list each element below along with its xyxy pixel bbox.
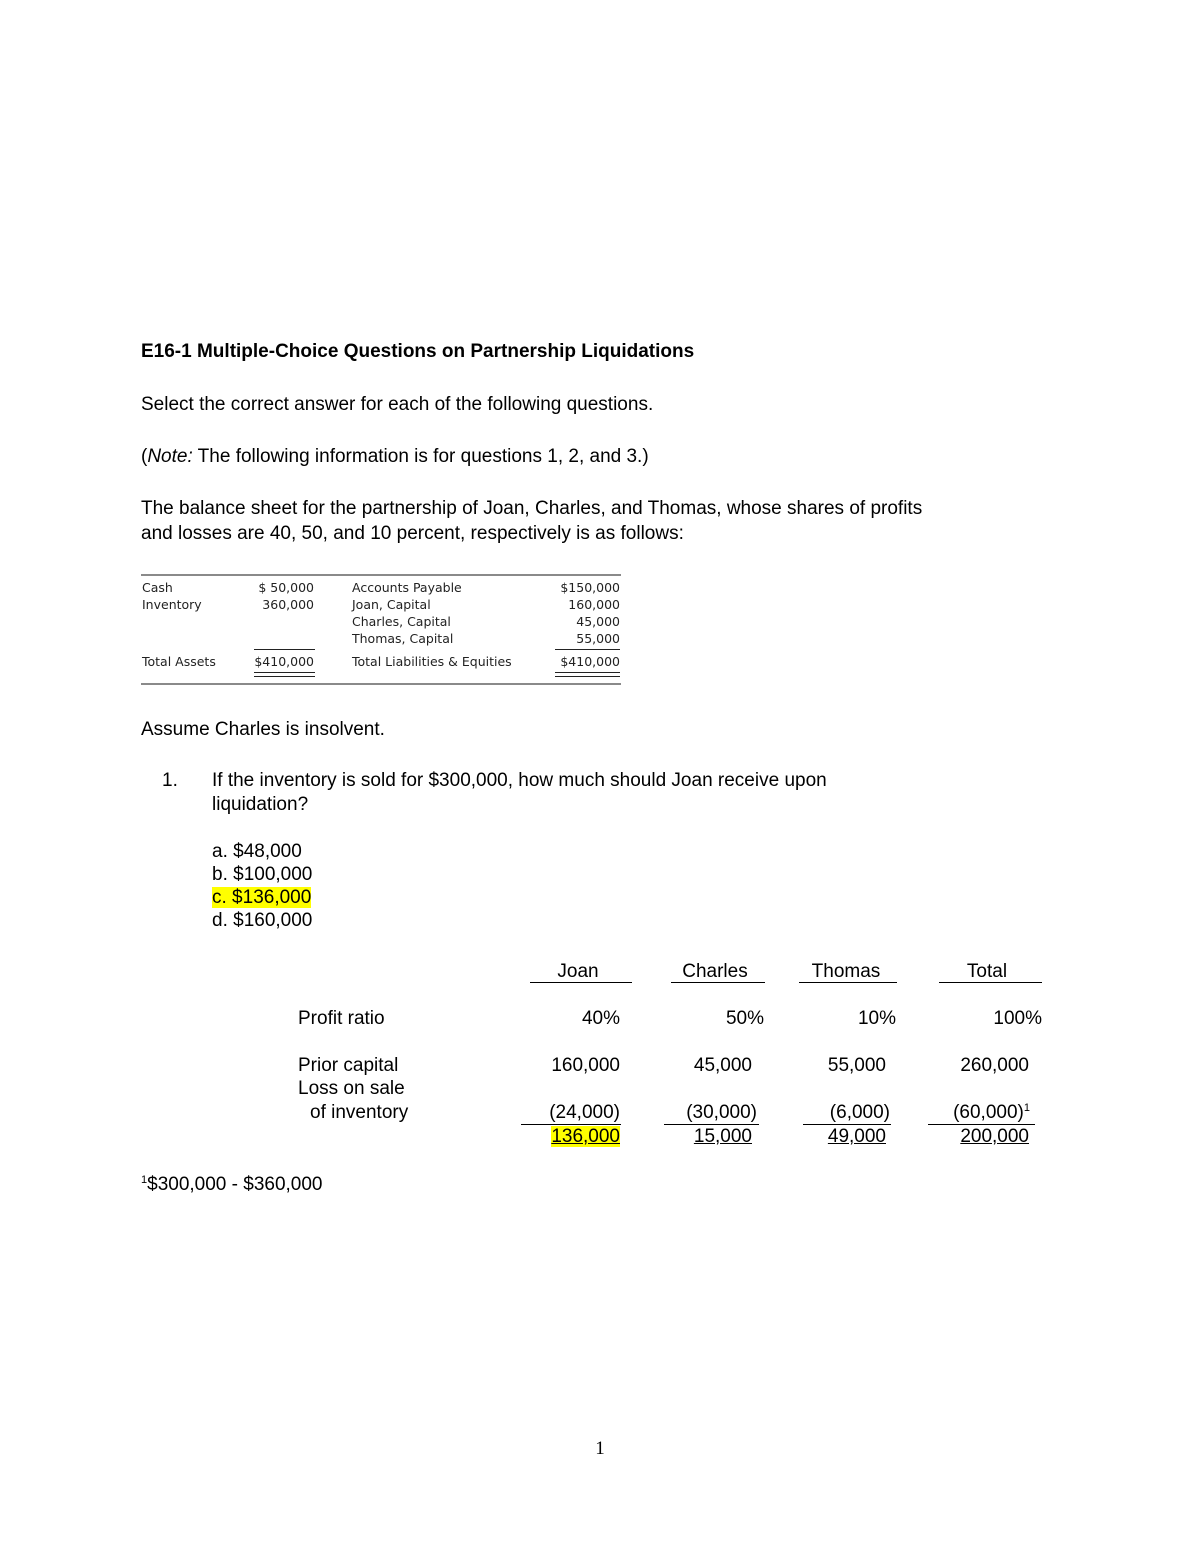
cell-profit-ratio: 100% (993, 1008, 1042, 1029)
page-title: E16-1 Multiple-Choice Questions on Partnership Liquidations (141, 341, 695, 362)
instruction-text: Select the correct answer for each of the following questions. (141, 394, 654, 415)
note-label: Note: (147, 446, 193, 467)
page-number: 1 (595, 1438, 605, 1459)
bs-left-amount: $ 50,000 (258, 580, 314, 595)
cell-profit-ratio: 40% (581, 1008, 620, 1029)
cell-loss: (24,000) (549, 1102, 620, 1123)
cell-profit-ratio: 10% (857, 1008, 896, 1029)
footnote-ref: 1 (1023, 1102, 1030, 1114)
bs-double-rule (254, 672, 315, 677)
answer-option-c (212, 886, 311, 910)
column-header-joan: Joan (557, 961, 599, 982)
bs-total-liabilities-label: Total Liabilities & Equities (352, 654, 512, 669)
bs-left-label: Cash (142, 580, 173, 595)
bs-right-amount: 55,000 (576, 631, 620, 646)
bs-right-label: Charles, Capital (352, 614, 451, 629)
cell-prior-capital: 260,000 (960, 1055, 1029, 1076)
bs-double-rule (555, 672, 620, 677)
bs-right-amount: 160,000 (568, 597, 620, 612)
header-underline (671, 982, 765, 983)
cell-result-joan (490, 1125, 620, 1149)
bs-right-label: Accounts Payable (352, 580, 462, 595)
bs-total-liabilities-amount: $410,000 (560, 654, 620, 669)
balance-sheet-bottom-rule (141, 683, 621, 685)
header-underline (530, 982, 632, 983)
cell-prior-capital: 45,000 (693, 1055, 752, 1076)
answer-option-d: d. $160,000 (212, 910, 313, 931)
bs-total-assets-label: Total Assets (142, 654, 216, 669)
cell-result: 49,000 (827, 1126, 886, 1147)
row-label-loss-2: of inventory (310, 1102, 409, 1123)
balance-sheet-top-rule (141, 574, 621, 576)
footnote: $^1$\$300,000 - $360,000 (141, 1174, 323, 1195)
bs-left-amount: 360,000 (262, 597, 314, 612)
note-text: (Note: The following information is for questions 1, 2, and 3.) (141, 446, 649, 467)
intro-text-line-1: The balance sheet for the partnership of Joan, Charles, and Thomas, whose shares of profits (141, 498, 923, 519)
balance-sheet (141, 574, 621, 688)
cell-profit-ratio: 50% (725, 1008, 764, 1029)
bs-right-amount: $150,000 (560, 580, 620, 595)
bs-subtotal-rule (555, 649, 620, 650)
bs-total-assets-amount: $410,000 (254, 654, 314, 669)
bs-right-amount: 45,000 (576, 614, 620, 629)
question-number: 1. (162, 770, 178, 791)
cell-loss-total: $(60,000)^1$ (953, 1102, 1030, 1123)
cell-result: 15,000 (693, 1126, 752, 1147)
answer-option-a: a. $48,000 (212, 841, 302, 862)
cell-loss: (6,000) (829, 1102, 890, 1123)
row-label-loss-1: Loss on sale (298, 1078, 405, 1099)
cell-prior-capital: 55,000 (827, 1055, 886, 1076)
header-underline (939, 982, 1042, 983)
column-header-total: Total (966, 961, 1008, 982)
row-label-prior-capital: Prior capital (298, 1055, 399, 1076)
cell-prior-capital: 160,000 (551, 1055, 620, 1076)
correct-answer-highlight: c. $136,000 (212, 887, 312, 908)
header-underline (799, 982, 897, 983)
bs-right-label: Thomas, Capital (352, 631, 454, 646)
assumption-text: Assume Charles is insolvent. (141, 719, 385, 740)
bs-subtotal-rule (254, 649, 315, 650)
intro-text-line-2: and losses are 40, 50, and 10 percent, respectively is as follows: (141, 523, 684, 544)
row-label-profit-ratio: Profit ratio (298, 1008, 385, 1029)
bs-right-label: Joan, Capital (352, 597, 431, 612)
answer-option-b: b. $100,000 (212, 864, 313, 885)
column-header-thomas: Thomas (811, 961, 881, 982)
column-header-charles: Charles (682, 961, 748, 982)
bs-left-label: Inventory (142, 597, 202, 612)
question-text-line-2: liquidation? (212, 794, 309, 815)
footnote-mark: 1 (141, 1174, 148, 1186)
cell-result: 200,000 (960, 1126, 1029, 1147)
cell-loss: (30,000) (686, 1102, 757, 1123)
result-highlight: 136,000 (551, 1126, 620, 1147)
question-text-line-1: If the inventory is sold for $300,000, how much should Joan receive upon (212, 770, 827, 791)
